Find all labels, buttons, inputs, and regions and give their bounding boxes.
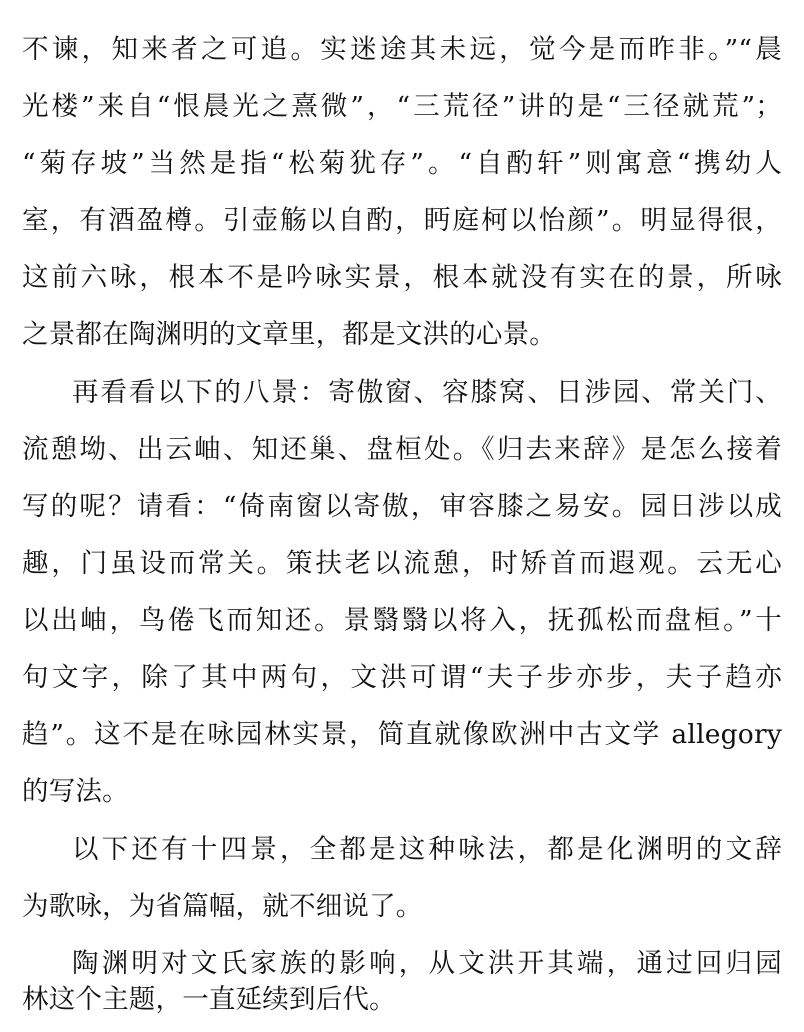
text-line-18: 林这个主题，一直延续到后代。 [22, 984, 396, 1015]
text-line-15: 以下还有十四景，全都是这种咏法，都是化渊明的文辞 [72, 834, 782, 865]
text-line-6: 之景都在陶渊明的文章里，都是文洪的心景。 [22, 319, 556, 350]
text-line-8: 流憩坳、出云岫、知还巢、盘桓处。《归去来辞》是怎么接着 [22, 434, 782, 465]
text-line-17: 陶渊明对文氏家族的影响，从文洪开其端，通过回归园 [72, 948, 782, 979]
text-line-2: 光楼”来自“恨晨光之熹微”，“三荒径”讲的是“三径就荒”； [22, 91, 782, 122]
text-line-4: 室，有酒盈樽。引壶觞以自酌，眄庭柯以怡颜”。明显得很， [22, 205, 782, 236]
text-line-14: 的写法。 [22, 776, 129, 807]
text-line-3: “菊存坡”当然是指“松菊犹存”。“自酌轩”则寓意“携幼人 [22, 148, 782, 179]
text-line-12: 句文字，除了其中两句，文洪可谓“夫子步亦步，夫子趋亦 [22, 662, 782, 693]
text-line-10: 趣，门虽设而常关。策扶老以流憩，时矫首而遐观。云无心 [22, 548, 782, 579]
text-line-13: 趋”。这不是在咏园林实景，简直就像欧洲中古文学 allegory [22, 719, 782, 750]
text-line-9: 写的呢？请看：“倚南窗以寄傲，审容膝之易安。园日涉以成 [22, 491, 782, 522]
text-line-16: 为歌咏，为省篇幅，就不细说了。 [22, 891, 423, 922]
text-line-7: 再看看以下的八景：寄傲窗、容膝窝、日涉园、常关门、 [72, 377, 782, 408]
text-line-1: 不谏，知来者之可追。实迷途其未远，觉今是而昨非。”“晨 [22, 34, 782, 65]
text-line-11: 以出岫，鸟倦飞而知还。景翳翳以将入，抚孤松而盘桓。”十 [22, 605, 782, 636]
text-line-5: 这前六咏，根本不是吟咏实景，根本就没有实在的景，所咏 [22, 262, 782, 293]
